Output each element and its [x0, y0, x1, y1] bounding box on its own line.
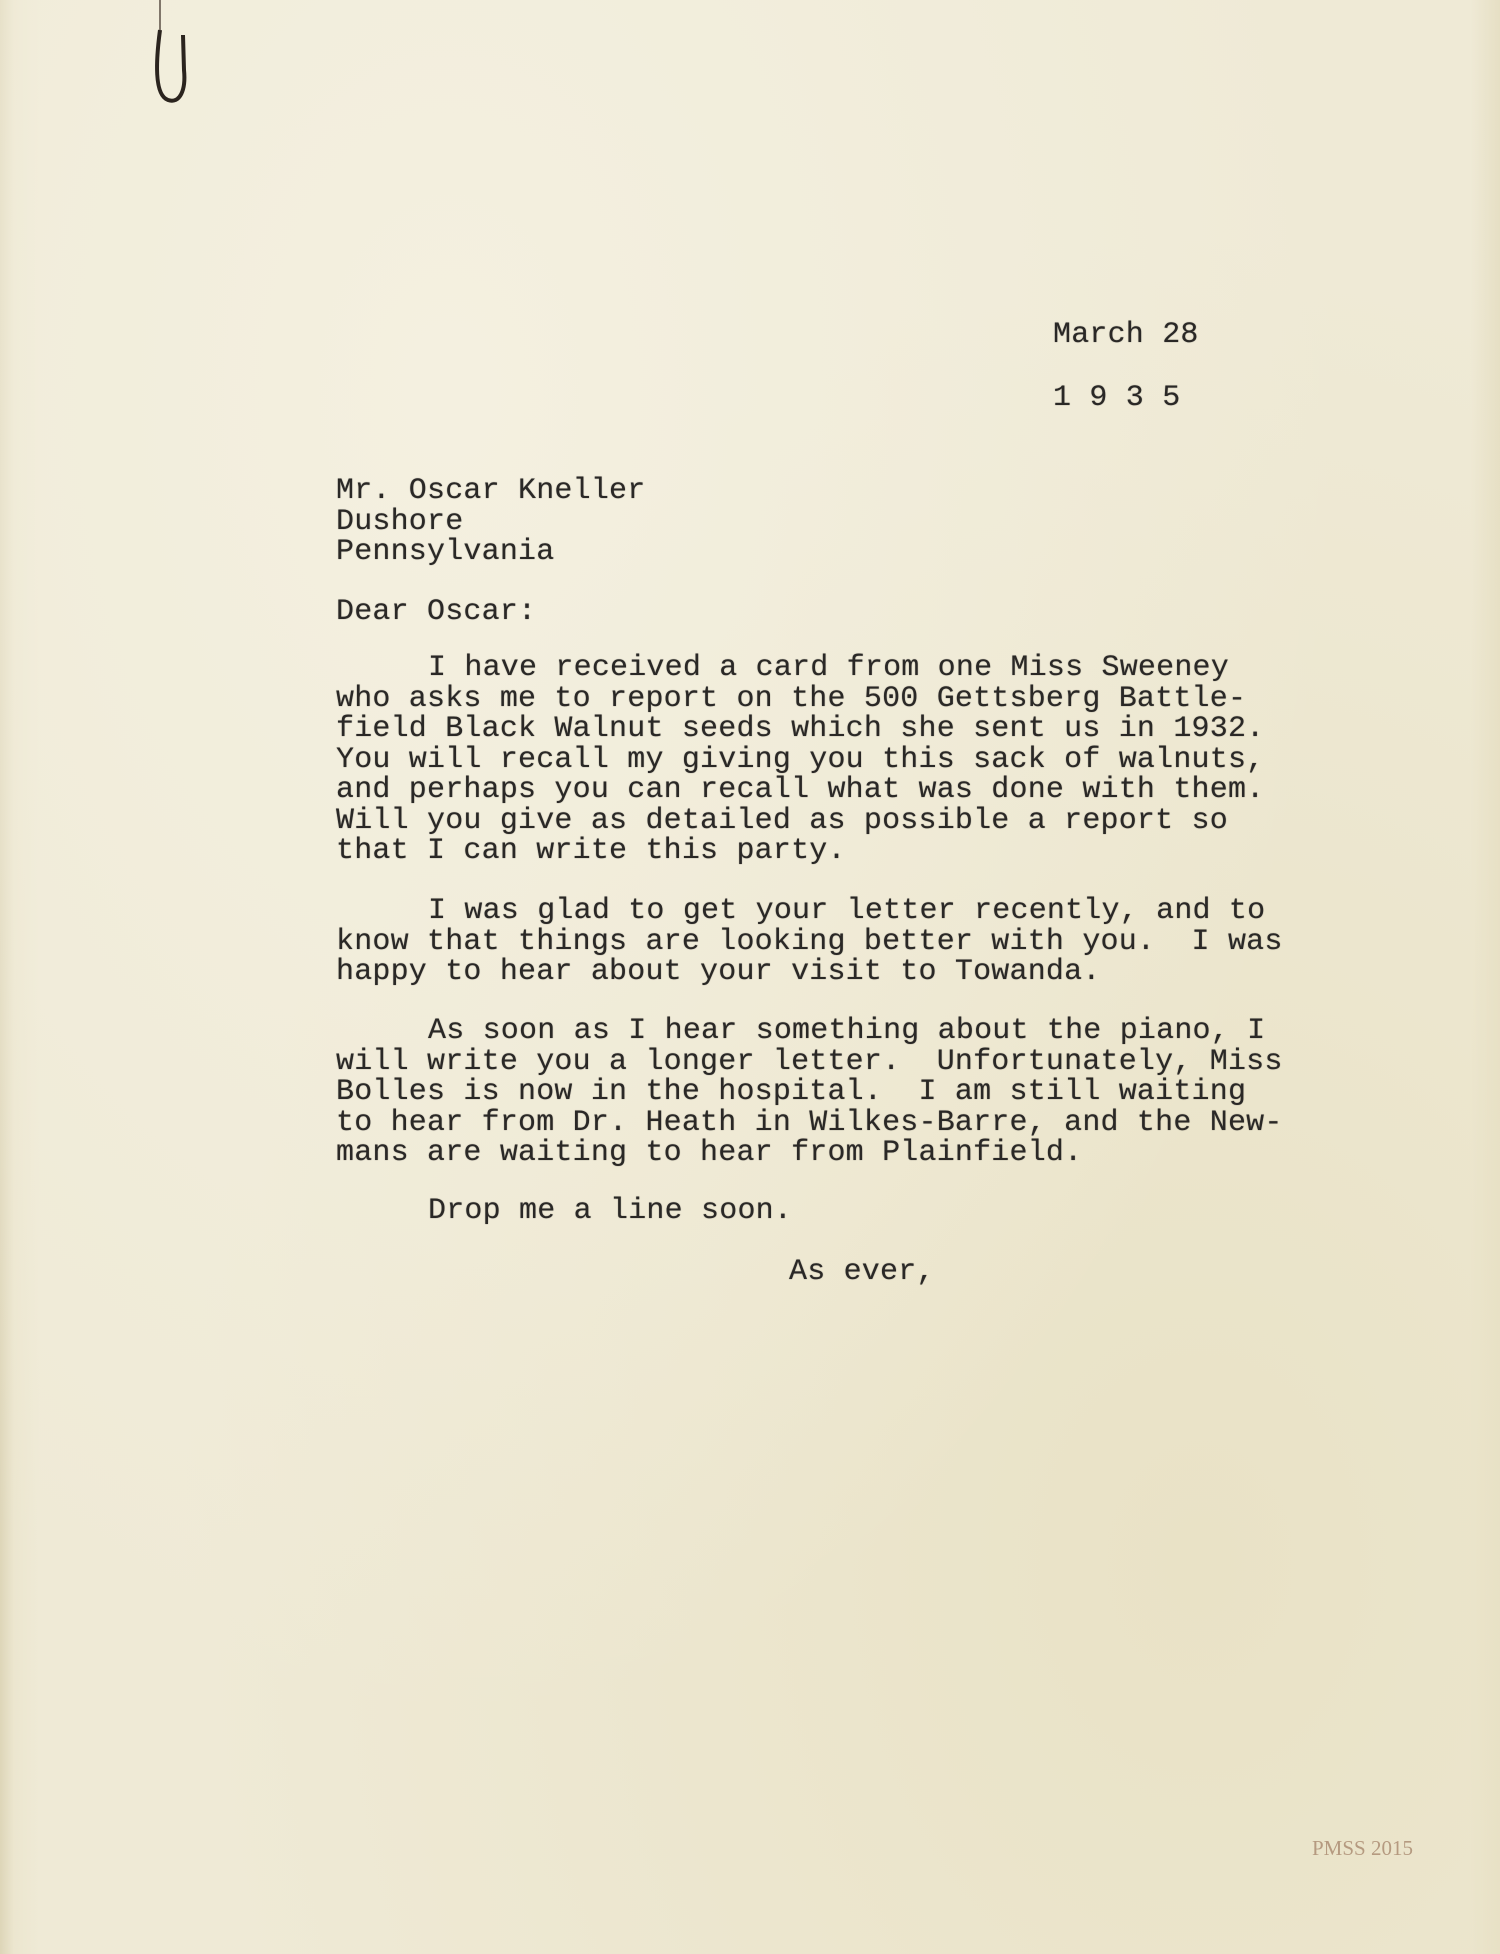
text-line: to hear from Dr. Heath in Wilkes-Barre, and the New-	[336, 1105, 1283, 1140]
text-line: mans are waiting to hear from Plainfield.	[336, 1136, 1083, 1170]
closing: As ever,	[789, 1255, 935, 1289]
paper-clip-mark-icon	[146, 0, 198, 110]
text-line: You will recall my giving you this sack of walnuts,	[336, 742, 1265, 777]
paragraph-4	[336, 1196, 792, 1227]
address-line: Pennsylvania	[336, 535, 555, 569]
text-line: that I can write this party.	[336, 834, 846, 868]
text-line: will write you a longer letter. Unfortunately, Miss	[336, 1044, 1283, 1079]
text-line: field Black Walnut seeds which she sent us in 1932.	[336, 712, 1265, 746]
text-line: know that things are looking better with you. I was	[336, 924, 1283, 959]
text-line: Will you give as detailed as possible a report so	[336, 803, 1228, 838]
text-line: As soon as I hear something about the piano, I	[428, 1014, 1266, 1048]
paragraph-2	[336, 896, 1283, 988]
address-line: Mr. Oscar Kneller	[336, 474, 646, 508]
recipient-address	[336, 476, 645, 568]
text-line: Bolles is now in the hospital. I am still waiting	[336, 1075, 1247, 1109]
address-line: Dushore	[336, 504, 464, 539]
paragraph-1	[336, 653, 1264, 867]
letter-date: March 28	[1053, 318, 1199, 352]
text-line: and perhaps you can recall what was done with them.	[336, 773, 1265, 807]
text-line: happy to hear about your visit to Towanda.	[336, 955, 1101, 989]
paragraph-3	[336, 1016, 1283, 1169]
salutation: Dear Oscar:	[336, 595, 537, 629]
archive-watermark: PMSS 2015	[1312, 1836, 1413, 1860]
letter-year: 1 9 3 5	[1053, 381, 1181, 415]
text-line: Drop me a line soon.	[428, 1194, 793, 1228]
text-line: who asks me to report on the 500 Gettsberg Battle-	[336, 681, 1247, 716]
text-line: I have received a card from one Miss Sweeney	[428, 651, 1229, 685]
text-line: I was glad to get your letter recently, and to	[428, 894, 1266, 928]
